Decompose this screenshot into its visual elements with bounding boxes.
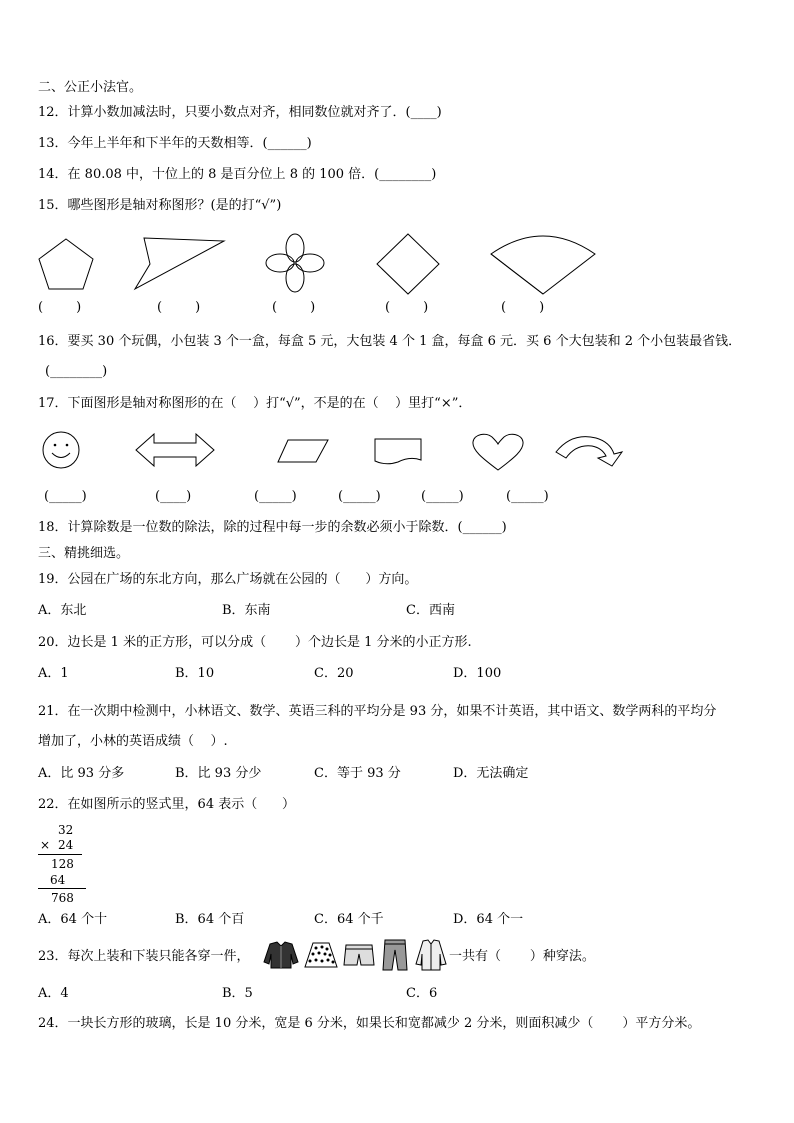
double-arrow-figure [134, 432, 216, 468]
question-15: 15．哪些图形是轴对称图形？(是的打“√”) [38, 198, 282, 213]
q19-option-a[interactable]: A．东北 [38, 603, 87, 618]
q17-answer-blank-6[interactable]: (_____) [506, 489, 549, 504]
calc-multiplier: 24 [58, 838, 74, 852]
q17-answer-blank-1[interactable]: (_____) [44, 489, 87, 504]
question-14: 14．在 80.08 中，十位上的 8 是百分位上 8 的 100 倍．(________) [38, 167, 437, 182]
pentagon-figure [36, 236, 96, 292]
irregular-triangle-figure [132, 236, 228, 292]
polka-dot-skirt-icon [303, 940, 339, 970]
q15-answer-blank-5[interactable]: ( ) [501, 300, 545, 315]
q23-option-c[interactable]: C．6 [406, 986, 438, 1001]
calc-times-sign: × [40, 838, 51, 852]
curved-arrow-figure [552, 430, 632, 470]
diamond-square-figure [374, 232, 442, 296]
q21-option-d[interactable]: D．无法确定 [453, 766, 529, 781]
calc-partial-product-1: 128 [51, 857, 74, 871]
q20-option-b[interactable]: B．10 [175, 666, 215, 681]
q20-option-d[interactable]: D．100 [453, 666, 502, 681]
q20-option-c[interactable]: C．20 [314, 666, 354, 681]
question-23-suffix: 一共有（ ）种穿法。 [449, 949, 595, 964]
q15-answer-blank-4[interactable]: ( ) [385, 300, 429, 315]
question-21-line-1: 21．在一次期中检测中，小林语文、数学、英语三科的平均分是 93 分，如果不计英语，其中语文、数学两科的平均分 [38, 704, 717, 719]
question-24: 24．一块长方形的玻璃，长是 10 分米，宽是 6 分米，如果长和宽都减少 2 分米，则面积减少（ ）平方分米。 [38, 1016, 701, 1031]
wavy-rectangle-figure [372, 436, 426, 468]
q22-option-c[interactable]: C．64 个千 [314, 912, 384, 927]
q17-answer-blank-4[interactable]: (_____) [338, 489, 381, 504]
q17-answer-blank-2[interactable]: (____) [155, 489, 192, 504]
q15-answer-blank-3[interactable]: ( ) [272, 300, 316, 315]
q16-answer-blank[interactable]: (________) [45, 364, 108, 379]
q22-option-b[interactable]: B．64 个百 [175, 912, 245, 927]
q21-option-b[interactable]: B．比 93 分少 [175, 766, 262, 781]
calc-multiplicand: 32 [58, 823, 74, 837]
q17-answer-blank-3[interactable]: (_____) [254, 489, 297, 504]
parallelogram-figure [276, 438, 330, 466]
q19-option-b[interactable]: B．东南 [222, 603, 271, 618]
question-19: 19．公园在广场的东北方向，那么广场就在公园的（ ）方向。 [38, 572, 418, 587]
q15-answer-blank-2[interactable]: ( ) [157, 300, 201, 315]
question-16: 16．要买 30 个玩偶，小包装 3 个一盒，每盒 5 元，大包装 4 个 1 盒，每盒 6 元．买 6 个大包装和 2 个小包装最省钱． [38, 334, 742, 349]
q21-option-c[interactable]: C．等于 93 分 [314, 766, 401, 781]
jacket-icon [262, 940, 300, 970]
four-petal-flower-figure [264, 232, 326, 294]
q15-answer-blank-1[interactable]: ( ) [38, 300, 82, 315]
q19-option-c[interactable]: C．西南 [406, 603, 455, 618]
question-20: 20．边长是 1 米的正方形，可以分成（ ）个边长是 1 分米的小正方形. [38, 635, 472, 650]
pants-icon [380, 938, 410, 972]
q17-answer-blank-5[interactable]: (_____) [421, 489, 464, 504]
calc-product: 768 [51, 891, 74, 905]
smiley-face-figure [40, 430, 84, 470]
calc-line-1 [38, 854, 82, 855]
q20-option-a[interactable]: A．1 [38, 666, 69, 681]
section-2-title: 二、公正小法官。 [38, 80, 143, 95]
coat-icon [414, 938, 448, 972]
question-18: 18．计算除数是一位数的除法，除的过程中每一步的余数必须小于除数．(______) [38, 520, 507, 535]
q23-option-a[interactable]: A．4 [38, 986, 69, 1001]
heart-figure [470, 432, 526, 474]
question-21-line-2: 增加了，小林的英语成绩（ ）. [38, 734, 228, 749]
question-12: 12．计算小数加减法时，只要小数点对齐，相同数位就对齐了．(____) [38, 105, 442, 120]
q22-option-a[interactable]: A．64 个十 [38, 912, 108, 927]
fan-figure [488, 232, 598, 296]
question-13: 13．今年上半年和下半年的天数相等．(______) [38, 136, 312, 151]
question-17: 17．下面图形是轴对称图形的在（ ）打“√”，不是的在（ ）里打“×”． [38, 396, 472, 411]
q21-option-a[interactable]: A．比 93 分多 [38, 766, 125, 781]
calc-line-2 [38, 888, 86, 889]
calc-partial-product-2: 64 [50, 873, 66, 887]
section-3-title: 三、精挑细选。 [38, 546, 130, 561]
q22-option-d[interactable]: D．64 个一 [453, 912, 524, 927]
question-23-prefix: 23．每次上装和下装只能各穿一件， [38, 949, 250, 964]
shorts-icon [342, 942, 376, 968]
q23-option-b[interactable]: B．5 [222, 986, 253, 1001]
question-22: 22．在如图所示的竖式里，64 表示（ ） [38, 797, 296, 812]
